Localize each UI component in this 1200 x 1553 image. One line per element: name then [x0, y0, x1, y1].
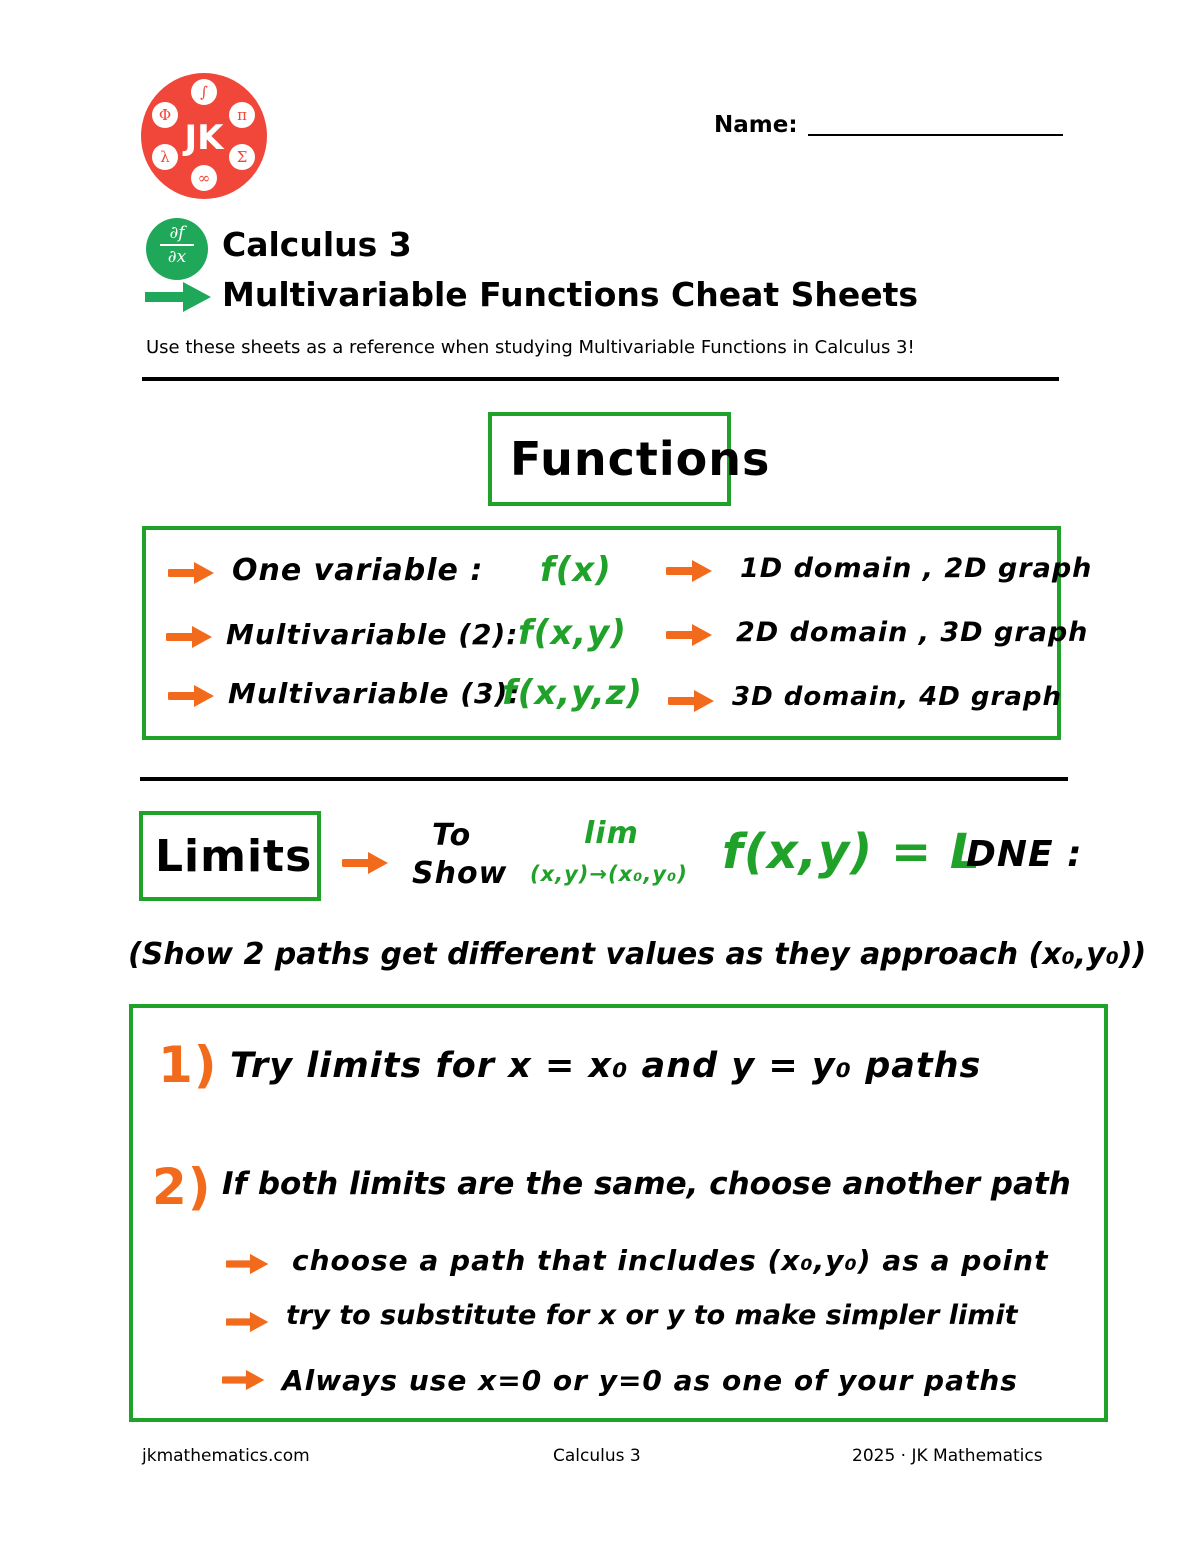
- limits-heading: Limits: [155, 831, 313, 882]
- lim-subscript: (x,y)→(x₀,y₀): [530, 862, 688, 886]
- functions-heading: Functions: [510, 432, 771, 486]
- orange-arrow-icon: [342, 850, 392, 876]
- to-show-label: To: [432, 818, 472, 853]
- logo-text: JK: [184, 118, 224, 158]
- orange-arrow-icon: [222, 1368, 268, 1392]
- function-notation: f(x,y): [518, 613, 627, 653]
- derivative-badge-icon: [146, 218, 208, 280]
- orange-arrow-icon: [226, 1310, 272, 1334]
- function-label: Multivariable (3):: [228, 677, 521, 710]
- function-label: Multivariable (2):: [226, 618, 519, 651]
- logo-symbol: λ: [160, 148, 170, 166]
- badge-denominator: ∂x: [167, 247, 187, 267]
- orange-arrow-icon: [168, 683, 218, 709]
- footer-website[interactable]: jkmathematics.com: [142, 1446, 310, 1466]
- bullet-text: try to substitute for x or y to make simpler limit: [286, 1300, 1018, 1331]
- to-show-label: Show: [412, 856, 508, 891]
- bullet-text: choose a path that includes (x₀,y₀) as a point: [292, 1244, 1049, 1277]
- limits-heading-box: [139, 811, 321, 901]
- jk-math-logo-icon: [138, 72, 270, 200]
- function-label: One variable :: [232, 553, 484, 588]
- course-title: Calculus 3: [222, 225, 412, 264]
- section-divider: [140, 777, 1068, 781]
- badge-numerator: ∂f: [169, 223, 185, 243]
- logo-symbol: Σ: [236, 148, 248, 166]
- step-number: 1): [158, 1036, 218, 1094]
- function-result: 1D domain , 2D graph: [740, 553, 1093, 584]
- function-result: 3D domain, 4D graph: [732, 682, 1063, 712]
- lim-operator: lim: [584, 816, 639, 851]
- logo-symbol: ∫: [200, 83, 208, 101]
- step-text: Try limits for x = x₀ and y = y₀ paths: [230, 1046, 982, 1086]
- footer-copyright: 2025 · JK Mathematics: [852, 1446, 1043, 1466]
- limit-expression: f(x,y) = L: [722, 824, 982, 880]
- function-notation: f(x,y,z): [502, 673, 643, 713]
- limits-note: (Show 2 paths get different values as they approach (x₀,y₀)): [128, 937, 1147, 972]
- step-text: If both limits are the same, choose another path: [222, 1166, 1071, 1202]
- step-number: 2): [152, 1158, 212, 1216]
- orange-arrow-icon: [666, 558, 716, 584]
- right-arrow-icon: [145, 282, 211, 312]
- logo-symbol: π: [237, 106, 247, 124]
- orange-arrow-icon: [666, 622, 716, 648]
- orange-arrow-icon: [226, 1252, 272, 1276]
- orange-arrow-icon: [166, 624, 216, 650]
- function-notation: f(x): [540, 550, 612, 590]
- dne-label: DNE :: [966, 834, 1083, 875]
- functions-heading-box: [488, 412, 771, 506]
- page-title: Multivariable Functions Cheat Sheets: [222, 275, 919, 314]
- orange-arrow-icon: [168, 560, 218, 586]
- page-subtitle: Use these sheets as a reference when studying Multivariable Functions in Calculus 3!: [146, 337, 915, 358]
- name-label: Name:: [714, 112, 798, 138]
- logo-symbol: ∞: [197, 169, 211, 187]
- header-divider: [142, 377, 1059, 381]
- name-field[interactable]: [808, 134, 1063, 136]
- bullet-text: Always use x=0 or y=0 as one of your paths: [282, 1364, 1018, 1397]
- logo-symbol: Φ: [158, 106, 172, 124]
- orange-arrow-icon: [668, 688, 718, 714]
- function-result: 2D domain , 3D graph: [736, 617, 1089, 648]
- footer-course: Calculus 3: [553, 1446, 641, 1466]
